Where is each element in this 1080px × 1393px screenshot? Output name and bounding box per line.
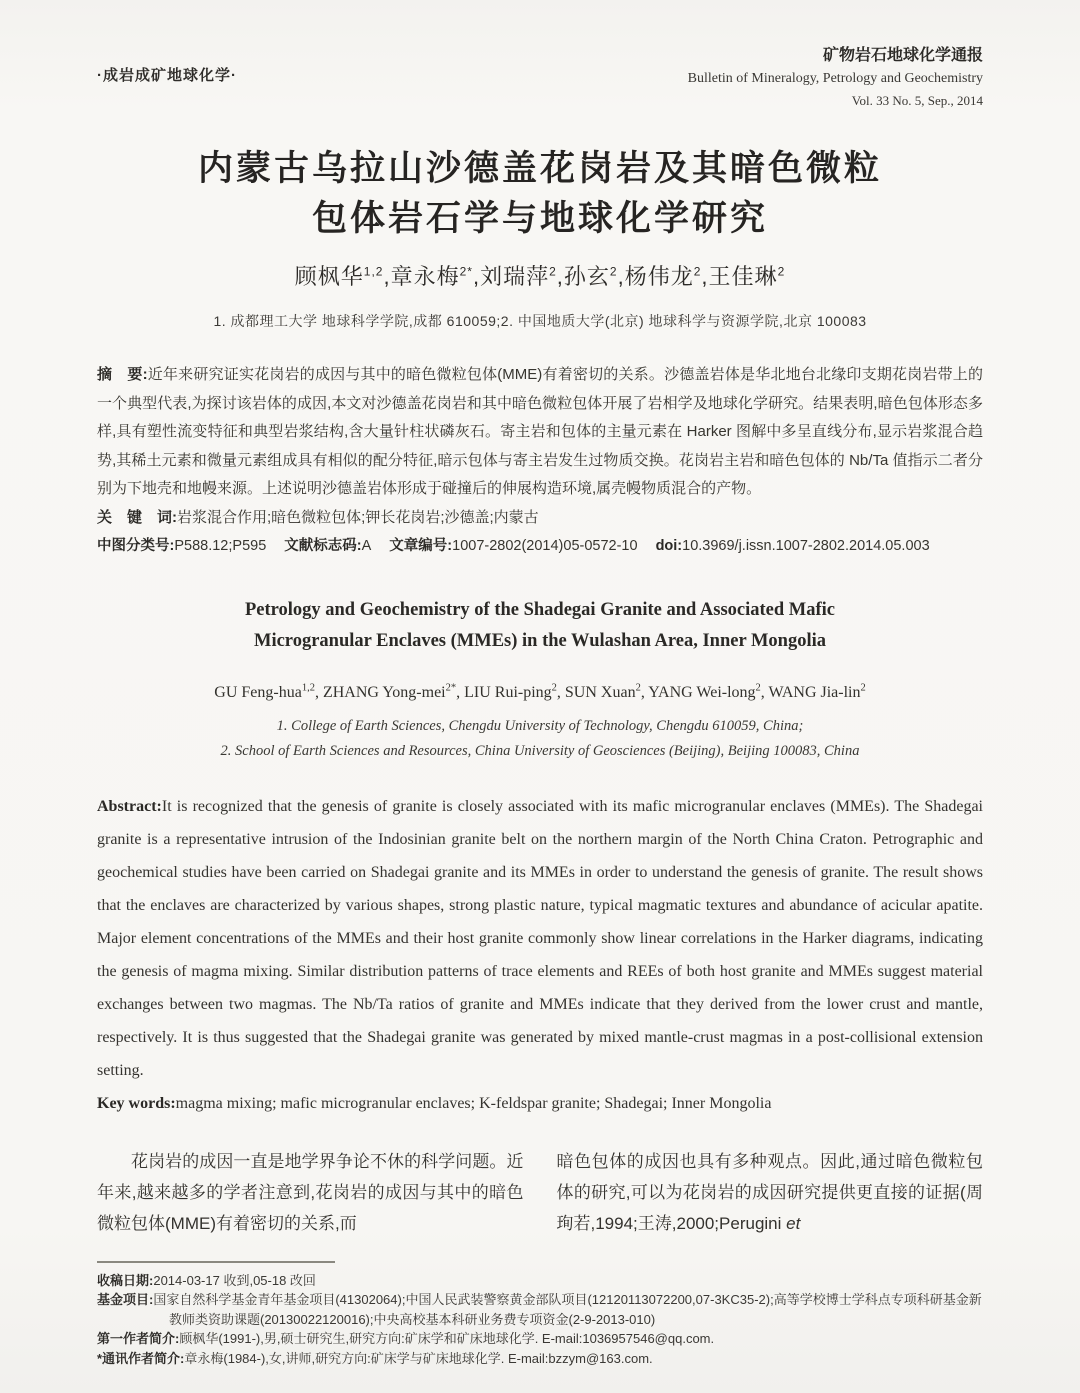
body-columns <box>97 1146 983 1239</box>
body-column-left <box>97 1146 524 1239</box>
received-label: 收稿日期: <box>97 1272 154 1288</box>
author-sup: 2 <box>551 682 557 694</box>
citation-et-italic: et <box>786 1213 801 1233</box>
abstract-cn-label: 摘 要: <box>97 366 148 383</box>
author-sup: 2 <box>609 264 618 279</box>
author-en-5: YANG Wei-long$^2$, <box>648 682 769 701</box>
author-sep: , <box>760 683 769 701</box>
doc-code-value: A <box>361 538 372 554</box>
author-sup: 2 <box>755 682 761 694</box>
abstract-en <box>97 790 983 1087</box>
journal-issue: Vol. 33 No. 5, Sep., 2014 <box>851 93 983 108</box>
author-sup: 2* <box>445 682 457 694</box>
article-title-cn-line1: 内蒙古乌拉山沙德盖花岗岩及其暗色微粒 <box>197 149 882 188</box>
corresponding-value: 章永梅(1984-),女,讲师,研究方向:矿床学与矿床地球化学. E-mail:bzzym@163.com. <box>184 1350 653 1366</box>
authors-en <box>97 683 983 702</box>
author-sep: , <box>701 264 709 289</box>
keywords-cn <box>97 504 983 533</box>
journal-title-cn: 矿物岩石地球化学通报 <box>822 47 983 64</box>
keywords-cn-text: 岩浆混合作用;暗色微粒包体;钾长花岗岩;沙德盖;内蒙古 <box>177 508 539 526</box>
body-paragraph-right: 暗色包体的成因也具有多种观点。因此,通过暗色微粒包体的研究,可以为花岗岩的成因研究提供更直接的证据(周珣若,1994;王涛,2000;Perugini et <box>556 1151 983 1233</box>
footnotes <box>97 1271 983 1369</box>
clc-value: P588.12;P595 <box>174 538 267 554</box>
body-column-right <box>557 1146 984 1239</box>
author-sup: 1,2 <box>363 264 384 279</box>
first-author-label: 第一作者简介: <box>97 1331 180 1347</box>
author-sup: 2* <box>459 264 473 279</box>
author-sep: , <box>456 683 465 701</box>
article-id-value: 1007-2802(2014)05-0572-10 <box>452 538 638 554</box>
article-title-en-line2: Microgranular Enclaves (MMEs) in the Wulashan Area, Inner Mongolia <box>254 630 826 651</box>
funding-label: 基金项目: <box>97 1292 154 1308</box>
abstract-en-label: Abstract: <box>97 797 162 815</box>
affiliation-cn: 1. 成都理工大学 地球科学学院,成都 610059;2. 中国地质大学(北京) 地球科学与资源学院,北京 100083 <box>213 313 867 329</box>
author-sup: 2 <box>860 682 866 694</box>
author-cn-1: 顾枫华$^{1,2}$, <box>294 264 391 289</box>
journal-masthead <box>688 46 983 110</box>
author-cn-2: 章永梅$^{2*}$, <box>390 264 481 289</box>
affiliation-en-1: 1. College of Earth Sciences, Chengdu University of Technology, Chengdu 610059, China; <box>276 717 804 734</box>
author-sup: 2 <box>635 682 641 694</box>
footnote-first-author <box>97 1329 983 1349</box>
doi-value: 10.3969/j.issn.1007-2802.2014.05.003 <box>682 538 930 554</box>
article-title-en <box>97 595 983 657</box>
doc-code-label: 文献标志码: <box>284 538 362 554</box>
author-cn-3: 刘瑞萍$^2$, <box>480 264 564 289</box>
footnote-funding <box>97 1290 983 1329</box>
doi-label: doi: <box>655 538 683 554</box>
journal-title-en: Bulletin of Mineralogy, Petrology and Geochemistry <box>687 71 983 86</box>
journal-header <box>97 46 983 110</box>
article-id-label: 文章编号: <box>389 538 453 554</box>
body-paragraph-left: 花岗岩的成因一直是地学界争论不休的科学问题。近年来,越来越多的学者注意到,花岗岩的成因与其中的暗色微粒包体(MME)有着密切的关系,而 <box>97 1151 524 1233</box>
author-sep: , <box>640 683 649 701</box>
keywords-en <box>97 1087 983 1120</box>
author-sep: , <box>556 683 565 701</box>
author-sep: , <box>383 264 391 289</box>
author-sup: 2 <box>549 264 557 279</box>
authors-cn <box>97 260 983 291</box>
received-value: 2014-03-17 收到,05-18 改回 <box>153 1272 316 1288</box>
author-sup: 2 <box>693 264 702 279</box>
author-en-2: ZHANG Yong-mei$^{2*}$, <box>322 682 465 701</box>
article-title-en-line1: Petrology and Geochemistry of the Shadegai Granite and Associated Mafic <box>244 599 836 620</box>
author-cn-5: 杨伟龙$^2$, <box>624 264 709 289</box>
article-meta <box>97 532 983 561</box>
corresponding-label: *通讯作者简介: <box>97 1350 185 1366</box>
author-sep: , <box>314 683 323 701</box>
author-sup: 1,2 <box>301 682 315 694</box>
affiliation-en-2: 2. School of Earth Sciences and Resources, China University of Geosciences (Beijing), Beijing 100083, China <box>220 742 860 759</box>
author-sep: , <box>472 264 481 289</box>
author-sep: , <box>617 264 625 289</box>
article-title-cn <box>97 144 983 244</box>
author-sup: 2 <box>777 264 786 279</box>
author-en-1: GU Feng-hua$^{1,2}$, <box>214 682 323 701</box>
author-sep: , <box>556 264 564 289</box>
keywords-en-label: Key words: <box>97 1094 176 1112</box>
abstract-cn <box>97 361 983 504</box>
abstract-cn-text: 近年来研究证实花岗岩的成因与其中的暗色微粒包体(MME)有着密切的关系。沙德盖岩体是华北地台北缘印支期花岗岩带上的一个典型代表,为探讨该岩体的成因,本文对沙德盖花岗岩和其中暗色微粒包体开展了岩相学及地球化学研究。结果表明,暗色包体形态多样,具有塑性流变特征和典型岩浆结构,含大量针柱状磷灰石。寄主岩和包体的主量元素在 Harker 图解中多呈直线分布,显示岩浆混合趋势,其稀土元素和微量元素组成具有相似的配分特征,暗示包体与寄主岩发生过物质交换。花岗岩主岩和暗色包体的 Nb/Ta 值指示二者分别为下地壳和地幔来源。上述说明沙德盖岩体形成于碰撞后的伸展构造环境,属壳幔物质混合的产物。 <box>97 366 983 497</box>
article-title-cn-line2: 包体岩石学与地球化学研究 <box>311 199 768 238</box>
author-cn-4: 孙玄$^2$, <box>563 264 625 289</box>
keywords-en-text: magma mixing; mafic microgranular enclaves; K-feldspar granite; Shadegai; Inner Mongolia <box>175 1094 772 1112</box>
first-author-value: 顾枫华(1991-),男,硕士研究生,研究方向:矿床学和矿床地球化学. E-mail:1036957546@qq.com. <box>179 1331 715 1347</box>
clc-label: 中图分类号: <box>97 538 175 554</box>
footnote-divider <box>97 1261 335 1263</box>
footnote-received <box>97 1271 983 1291</box>
author-cn-6: 王佳琳$^2$ <box>708 264 786 289</box>
funding-value: 国家自然科学基金青年基金项目(41302064);中国人民武装警察黄金部队项目(12120113072200,07-3KC35-2);高等学校博士学科点专项科研基金新教师类资助课题(20130022120016);中央高校基本科研业务费专项资金(2-9-2013-010) <box>153 1292 982 1327</box>
author-en-6: WANG Jia-lin$^2$ <box>768 682 866 701</box>
column-section-label: ·成岩成矿地球化学· <box>97 67 237 84</box>
author-en-3: LIU Rui-ping$^2$, <box>464 682 565 701</box>
author-en-4: SUN Xuan$^2$, <box>564 682 649 701</box>
footnote-corresponding-author <box>97 1349 983 1369</box>
keywords-cn-label: 关 键 词: <box>97 508 177 526</box>
affiliations-en <box>97 714 983 764</box>
abstract-en-text: It is recognized that the genesis of granite is closely associated with its mafic microgranular enclaves (MMEs). The Shadegai granite is a representative intrusion of the Indosinian granite belt on the northern margin of the North China Craton. Petrographic and geochemical studies have been carried on Shadegai granite and its MMEs in order to understand the genesis of granite. The result shows that the enclaves are characterized by various shapes, strong plastic nature, typical magmatic textures and abundance of acicular apatite. Major element concentrations of the MMEs and their host granite commonly show linear correlations in the Harker diagrams, indicating the genesis of magma mixing. Similar distribution patterns of trace elements and REEs of both host granite and MMEs suggest material exchanges between two magmas. The Nb/Ta ratios of granite and MMEs indicate that they derived from the lower crust and mantle, respectively. It is thus suggested that the Shadegai granite was generated by mixed mantle-crust magmas in a post-collisional extension setting. <box>97 797 983 1079</box>
